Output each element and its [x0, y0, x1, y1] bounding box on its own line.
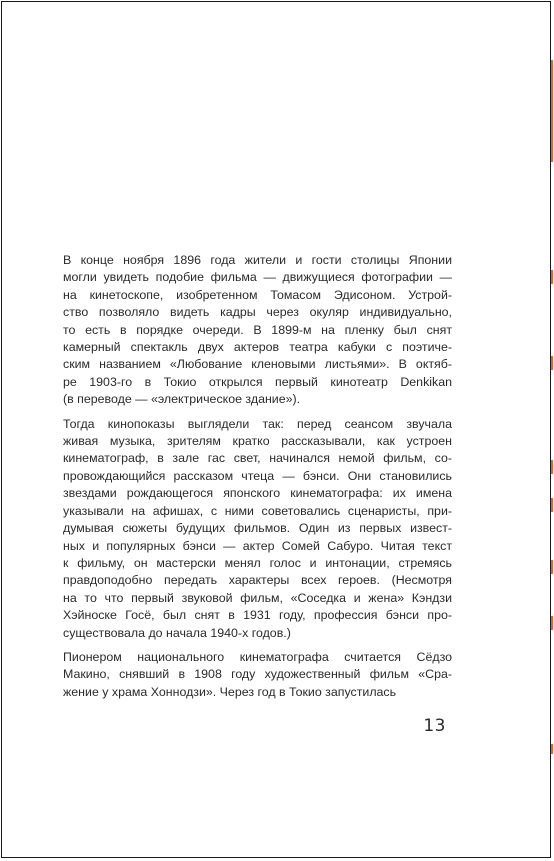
text-line: правдоподобно передать характеры всех героев. (Несмотря — [63, 573, 452, 588]
body-text — [63, 252, 452, 701]
text-line: Тогда кинопоказы выглядели так: перед сеансом звучала — [63, 416, 452, 431]
book-page — [1, 1, 551, 858]
edge-mark — [551, 744, 553, 754]
text-line: звездами рождающегося японского кинематографа: их имена — [63, 486, 452, 501]
text-line: Хэйноске Госё, был снят в 1931 году, профессия бэнси про- — [63, 608, 452, 623]
text-line: камерный спектакль двух актеров театра кабуки с поэтиче- — [63, 340, 452, 355]
edge-mark — [551, 270, 553, 284]
edge-mark — [551, 498, 553, 512]
edge-mark — [551, 616, 553, 630]
text-line: кинематограф, в зале гас свет, начинался немой фильм, со- — [63, 451, 452, 466]
edge-mark — [551, 560, 553, 574]
text-line: Пионером национального кинематографа считается Сёдзо — [63, 649, 452, 664]
text-line: существовала до начала 1940-х годов.) — [63, 625, 291, 640]
text-line: указывали на афишах, с ними советовались сценаристы, при- — [63, 503, 452, 518]
edge-mark — [551, 356, 553, 370]
text-line: жение у храма Хоннодзи». Через год в Токио запустилась — [63, 684, 397, 699]
paragraph — [63, 416, 452, 642]
text-line: Макино, снявший в 1908 году художественный фильм «Сра- — [63, 667, 452, 682]
edge-mark — [551, 460, 553, 474]
text-line: ре 1903-го в Токио открылся первый кинотеатр Denkikan — [63, 374, 452, 389]
text-line: живая музыка, зрителям кратко рассказывали, как устроен — [63, 434, 452, 449]
paragraph — [63, 649, 452, 701]
text-line: ским названием «Любование кленовыми листьями». В октяб- — [63, 357, 452, 372]
text-line: на то что первый звуковой фильм, «Соседка и жена» Кэндзи — [63, 590, 452, 605]
text-line: В конце ноября 1896 года жители и гости столицы Японии — [63, 253, 452, 267]
text-line: (в переводе — «электрическое здание»). — [63, 392, 301, 407]
edge-mark — [551, 60, 553, 162]
paragraph — [63, 252, 452, 409]
text-line: ных и популярных бэнси — актер Сомей Сабуро. Читая текст — [63, 538, 452, 553]
text-line: ство позволяло видеть кадры через окуляр индивидуально, — [63, 305, 452, 320]
page-number: 13 — [423, 716, 446, 736]
text-line: провождающийся рассказом чтеца — бэнси. Они становились — [63, 468, 452, 483]
text-line: на кинетоскопе, изобретенном Томасом Эдисоном. Устрой- — [63, 287, 452, 302]
text-line: думывая сюжеты будущих фильмов. Один из первых извест- — [63, 521, 452, 536]
text-line: к фильму, он мастерски менял голос и интонации, стремясь — [63, 555, 452, 570]
text-line: то есть в порядке очереди. В 1899-м на пленку был снят — [63, 322, 452, 337]
text-line: могли увидеть подобие фильма — движущиеся фотографии — — [63, 270, 452, 285]
